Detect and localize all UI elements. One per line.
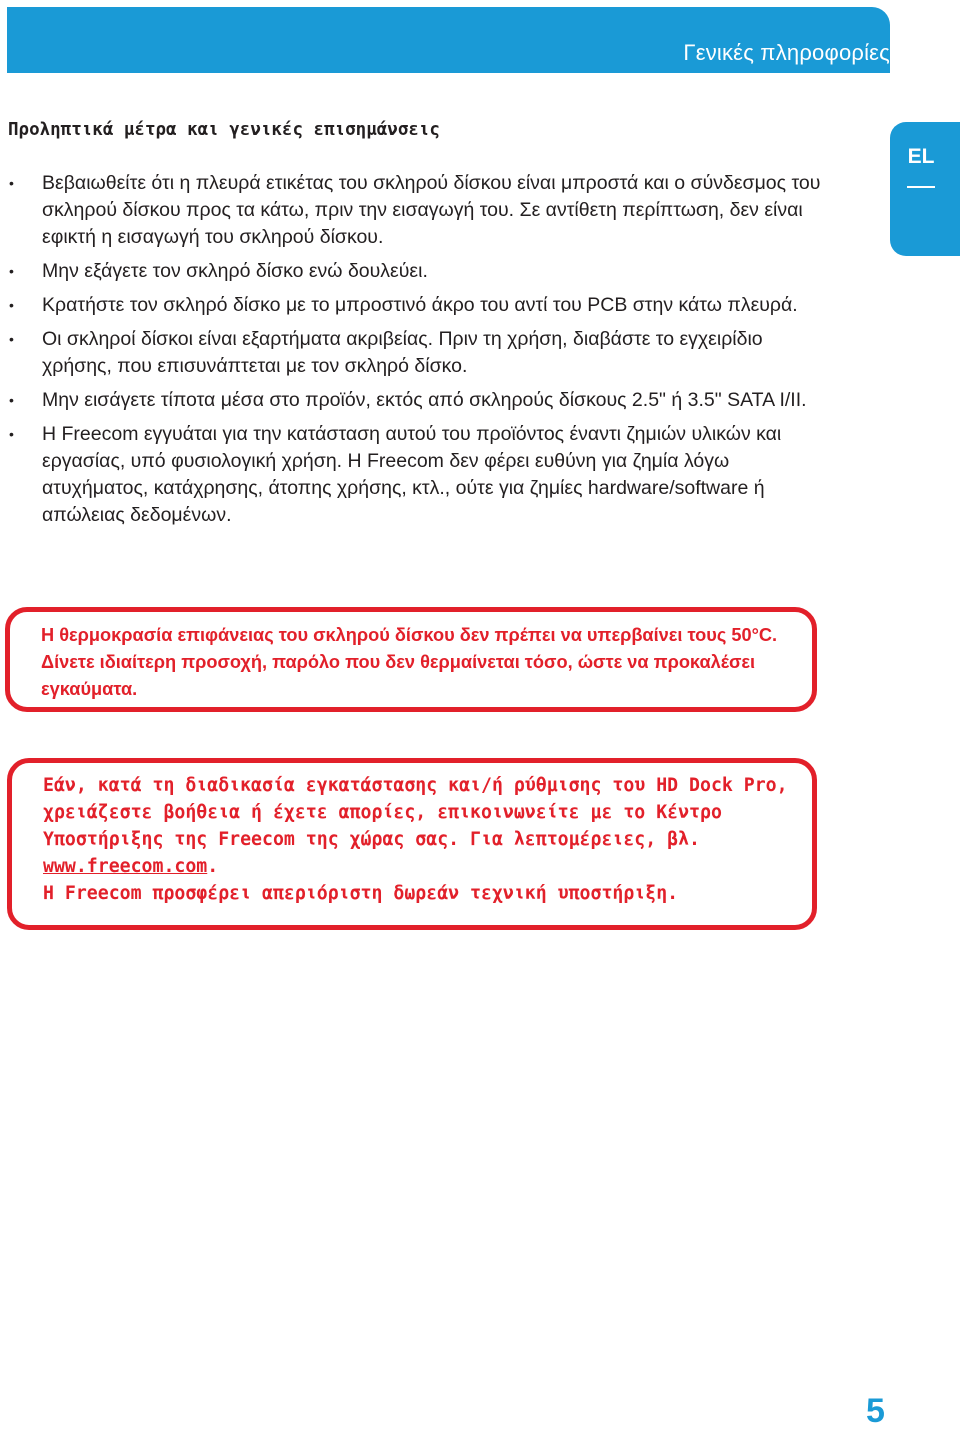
list-item-text: Μην εισάγετε τίποτα μέσα στο προϊόν, εκτός από σκληρούς δίσκους 2.5" ή 3.5" SATA I/II. [42,389,807,411]
temperature-warning-text: Η θερμοκρασία επιφάνειας του σκληρού δίσκου δεν πρέπει να υπερβαίνει τους 50°C. Δίνετε ιδιαίτερη προσοχή, παρόλο που δεν θερμαίνεται τόσο, ώστε να προκαλέσει εγκαύματα. [41,625,778,699]
language-underline [907,186,935,188]
freecom-website-link[interactable]: www.freecom.com [43,856,208,877]
bullet-icon: • [9,263,14,279]
temperature-warning-box [5,607,817,712]
bullet-icon: • [9,331,14,347]
language-tab [890,122,960,256]
list-item [8,170,823,251]
list-item [8,421,823,529]
bullet-icon: • [9,426,14,442]
list-item-text: Η Freecom εγγυάται για την κατάσταση αυτού του προϊόντος έναντι ζημιών υλικών και εργασίας, υπό φυσιολογική χρήση. Η Freecom δεν φέρει ευθύνη για ζημία λόγω ατυχήματος, κατάχρησης, άτοπης χρήσης, κτλ., ούτε για ζημίες hardware/software ή απώλειας δεδομένων. [42,423,782,526]
support-note-second-line: Η Freecom προσφέρει απεριόριστη δωρεάν τεχνική υποστήριξη. [43,883,679,904]
language-code: EL [907,145,935,168]
list-item-text: Κρατήστε τον σκληρό δίσκο με το μπροστινό άκρο του αντί του PCB στην κάτω πλευρά. [42,294,798,316]
bullet-icon: • [9,392,14,408]
list-item-text: Οι σκληροί δίσκοι είναι εξαρτήματα ακριβείας. Πριν τη χρήση, διαβάστε το εγχειρίδιο χρήσης, που επισυνάπτεται με τον σκληρό δίσκο. [42,328,763,377]
support-note-text [43,772,803,907]
list-item [8,326,823,380]
bullet-icon: • [9,297,14,313]
list-item-text: Βεβαιωθείτε ότι η πλευρά ετικέτας του σκληρού δίσκου είναι μπροστά και ο σύνδεσμος του σκληρού δίσκου προς τα κάτω, πριν την εισαγωγή του. Σε αντίθετη περίπτωση, δεν είναι εφικτή η εισαγωγή του σκληρού δίσκου. [42,172,821,248]
list-item [8,258,823,285]
list-item-text: Μην εξάγετε τον σκληρό δίσκο ενώ δουλεύει. [42,260,428,282]
support-note-box [7,758,817,930]
page-number: 5 [866,1392,885,1430]
list-item [8,387,823,414]
section-title: Προληπτικά μέτρα και γενικές επισημάνσεις [8,120,440,140]
support-note-period: . [207,856,219,877]
list-item [8,292,823,319]
bullet-icon: • [9,175,14,191]
support-note-body: Εάν, κατά τη διαδικασία εγκατάστασης και/ή ρύθμισης του HD Dock Pro, χρειάζεστε βοήθεια ή έχετε απορίες, επικοινωνείτε με το Κέντρο Υποστήριξης της Freecom της χώρας σας. Για λεπτομέρειες, βλ. [43,775,788,850]
precautions-list [8,170,823,536]
page-title: Γενικές πληροφορίες [683,40,890,65]
